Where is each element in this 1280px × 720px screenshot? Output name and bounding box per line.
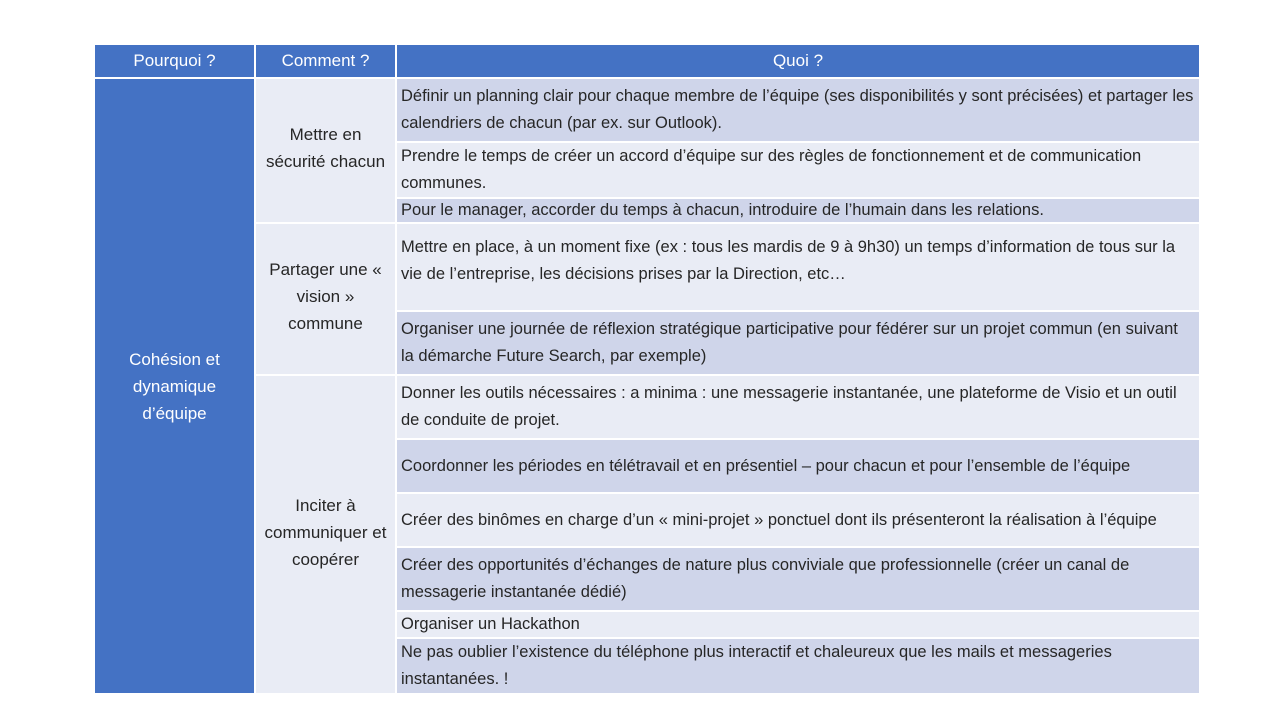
how-label: Inciter à communiquer et coopérer <box>264 496 387 569</box>
what-cell: Pour le manager, accorder du temps à chacun, introduire de l’humain dans les relations. <box>396 198 1199 223</box>
what-cell: Organiser un Hackathon <box>396 611 1199 638</box>
what-cell: Mettre en place, à un moment fixe (ex : tous les mardis de 9 à 9h30) un temps d’information de tous sur la vie de l’entreprise, les décisions prises par la Direction, etc… <box>396 223 1199 311</box>
header-how: Comment ? <box>255 45 396 78</box>
what-cell: Ne pas oublier l’existence du téléphone plus interactif et chaleureux que les mails et messageries instantanées. ! <box>396 638 1199 694</box>
header-what: Quoi ? <box>396 45 1199 78</box>
why-cell: Cohésion et dynamique d’équipe <box>95 78 255 694</box>
action-plan-table <box>95 45 1199 695</box>
header-why: Pourquoi ? <box>95 45 255 78</box>
table-row <box>95 375 1199 439</box>
how-cell-communicate <box>255 375 396 694</box>
how-cell-vision <box>255 223 396 375</box>
what-cell: Créer des binômes en charge d’un « mini-projet » ponctuel dont ils présenteront la réalisation à l’équipe <box>396 493 1199 547</box>
what-cell: Prendre le temps de créer un accord d’équipe sur des règles de fonctionnement et de communication communes. <box>396 142 1199 198</box>
what-cell: Organiser une journée de réflexion stratégique participative pour fédérer sur un projet commun (en suivant la démarche Future Search, par exemple) <box>396 311 1199 375</box>
table-row <box>95 223 1199 311</box>
what-cell: Donner les outils nécessaires : a minima : une messagerie instantanée, une plateforme de Visio et un outil de conduite de projet. <box>396 375 1199 439</box>
what-cell: Coordonner les périodes en télétravail et en présentiel – pour chacun et pour l’ensemble de l’équipe <box>396 439 1199 493</box>
header-row <box>95 45 1199 78</box>
how-cell-security <box>255 78 396 223</box>
table-row <box>95 78 1199 142</box>
how-label: Mettre en sécurité chacun <box>265 125 386 171</box>
how-label: Partager une « vision » commune <box>269 260 382 333</box>
what-cell: Créer des opportunités d’échanges de nature plus conviviale que professionnelle (créer un canal de messagerie instantanée dédié) <box>396 547 1199 611</box>
what-cell: Définir un planning clair pour chaque membre de l’équipe (ses disponibilités y sont précisées) et partager les calendriers de chacun (par ex. sur Outlook). <box>396 78 1199 142</box>
